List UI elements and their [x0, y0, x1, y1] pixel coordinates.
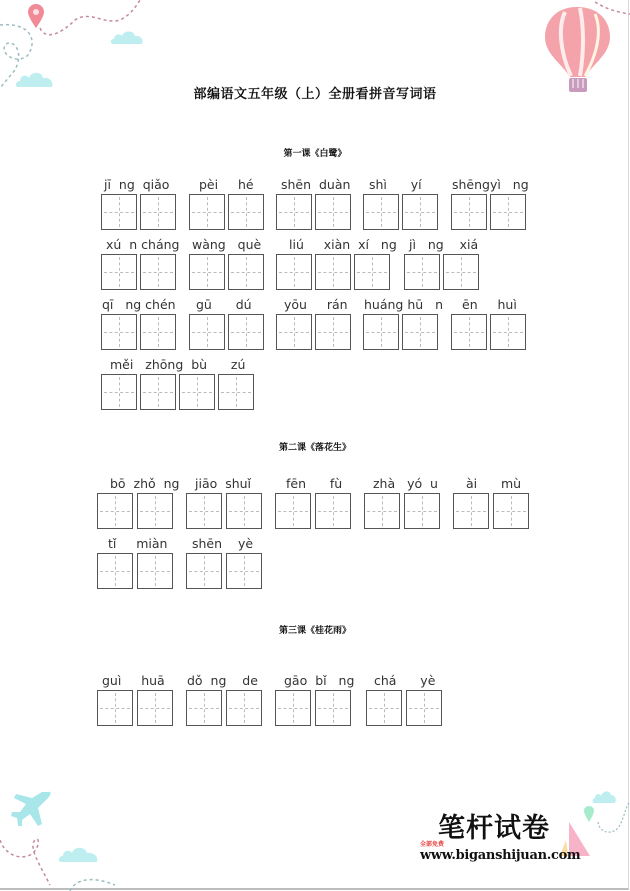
- lesson-1-row-2: [0, 237, 630, 297]
- lesson-1-row-1: [0, 177, 630, 237]
- lesson-2-row-2: [0, 536, 630, 596]
- writing-box[interactable]: [363, 314, 399, 350]
- writing-box[interactable]: [137, 493, 173, 529]
- writing-box[interactable]: [228, 194, 264, 230]
- writing-box[interactable]: [137, 553, 173, 589]
- pinyin-label: pèi hé: [199, 177, 254, 192]
- writing-box[interactable]: [366, 690, 402, 726]
- writing-box[interactable]: [451, 314, 487, 350]
- pinyin-label: shēn duàn: [281, 177, 351, 192]
- writing-box[interactable]: [315, 493, 351, 529]
- writing-box[interactable]: [186, 553, 222, 589]
- writing-box[interactable]: [137, 690, 173, 726]
- writing-box[interactable]: [189, 314, 225, 350]
- pinyin-label: xú n cháng: [106, 237, 180, 252]
- lesson-1-title: 第一课《白鹭》: [283, 149, 347, 159]
- writing-box[interactable]: [218, 374, 254, 410]
- writing-box[interactable]: [140, 374, 176, 410]
- pinyin-label: jiāo shuǐ: [195, 476, 252, 491]
- pinyin-label: liú xiàn xí ng: [289, 237, 397, 252]
- writing-box[interactable]: [490, 314, 526, 350]
- map-pin-icon: [28, 4, 44, 28]
- pinyin-label: guì huā: [102, 673, 165, 688]
- writing-box[interactable]: [101, 254, 137, 290]
- pinyin-label: jī ng qiǎo: [104, 177, 170, 192]
- writing-box[interactable]: [228, 314, 264, 350]
- writing-box[interactable]: [354, 254, 390, 290]
- writing-box[interactable]: [364, 493, 400, 529]
- writing-box[interactable]: [404, 493, 440, 529]
- airplane-icon: [10, 790, 52, 830]
- pinyin-label: shì yí: [369, 177, 422, 192]
- writing-box[interactable]: [443, 254, 479, 290]
- writing-box[interactable]: [189, 254, 225, 290]
- writing-box[interactable]: [493, 493, 529, 529]
- pinyin-label: yōu rán: [284, 297, 348, 312]
- dashed-path-decoration: [590, 800, 630, 840]
- writing-box[interactable]: [276, 254, 312, 290]
- writing-box[interactable]: [97, 690, 133, 726]
- pinyin-label: měi zhōng bù zú: [110, 357, 246, 372]
- writing-box[interactable]: [228, 254, 264, 290]
- writing-box[interactable]: [97, 553, 133, 589]
- watermark-brand: 笔杆试卷: [438, 813, 550, 844]
- writing-box[interactable]: [140, 314, 176, 350]
- lesson-1-row-4: [0, 357, 630, 417]
- watermark-url: www.biganshijuan.com: [420, 848, 581, 863]
- writing-box[interactable]: [140, 254, 176, 290]
- writing-box[interactable]: [451, 194, 487, 230]
- pinyin-label: dǒ ng de: [187, 673, 258, 688]
- writing-box[interactable]: [276, 314, 312, 350]
- document-title: 部编语文五年级（上）全册看拼音写词语: [193, 87, 437, 102]
- pinyin-label: gū dú: [196, 297, 252, 312]
- dashed-path-decoration: [595, 0, 630, 20]
- writing-box[interactable]: [404, 254, 440, 290]
- pinyin-label: shēn yè: [192, 536, 254, 551]
- watermark-tag: 全部免费: [420, 841, 445, 848]
- writing-box[interactable]: [101, 314, 137, 350]
- writing-box[interactable]: [406, 690, 442, 726]
- writing-box[interactable]: [490, 194, 526, 230]
- writing-box[interactable]: [402, 194, 438, 230]
- writing-box[interactable]: [402, 314, 438, 350]
- writing-box[interactable]: [453, 493, 489, 529]
- writing-box[interactable]: [101, 374, 137, 410]
- writing-box[interactable]: [101, 194, 137, 230]
- writing-box[interactable]: [315, 314, 351, 350]
- lesson-2-row-1: [0, 476, 630, 536]
- writing-box[interactable]: [315, 254, 351, 290]
- writing-box[interactable]: [97, 493, 133, 529]
- writing-box[interactable]: [276, 194, 312, 230]
- pinyin-label: ēn huì: [462, 297, 517, 312]
- writing-box[interactable]: [226, 553, 262, 589]
- lesson-1-row-3: [0, 297, 630, 357]
- pinyin-label: shēngyì ng: [452, 177, 529, 192]
- writing-box[interactable]: [315, 690, 351, 726]
- pinyin-label: huáng hū n: [364, 297, 444, 312]
- dashed-path-decoration: [0, 835, 130, 891]
- pinyin-label: bō zhǒ ng: [110, 476, 180, 491]
- lesson-3-row-1: [0, 673, 630, 733]
- writing-box[interactable]: [275, 690, 311, 726]
- writing-box[interactable]: [226, 493, 262, 529]
- lesson-3-title: 第三课《桂花雨》: [278, 626, 351, 636]
- writing-box[interactable]: [186, 690, 222, 726]
- pinyin-label: zhà yó u: [373, 476, 438, 491]
- writing-box[interactable]: [186, 493, 222, 529]
- pinyin-label: chá yè: [374, 673, 436, 688]
- cloud-icon: [110, 30, 145, 45]
- writing-box[interactable]: [179, 374, 215, 410]
- pinyin-label: tǐ miàn: [108, 536, 168, 551]
- writing-box[interactable]: [315, 194, 351, 230]
- writing-box[interactable]: [189, 194, 225, 230]
- pinyin-label: wàng què: [192, 237, 262, 252]
- writing-box[interactable]: [140, 194, 176, 230]
- pinyin-label: jì ng xiá: [409, 237, 479, 252]
- lesson-2-title: 第二课《落花生》: [278, 443, 351, 453]
- pinyin-label: ài mù: [466, 476, 522, 491]
- writing-box[interactable]: [363, 194, 399, 230]
- writing-box[interactable]: [275, 493, 311, 529]
- pinyin-label: gāo bǐ ng: [284, 673, 355, 688]
- writing-box[interactable]: [226, 690, 262, 726]
- pinyin-label: qī ng chén: [102, 297, 176, 312]
- pinyin-label: fēn fù: [286, 476, 343, 491]
